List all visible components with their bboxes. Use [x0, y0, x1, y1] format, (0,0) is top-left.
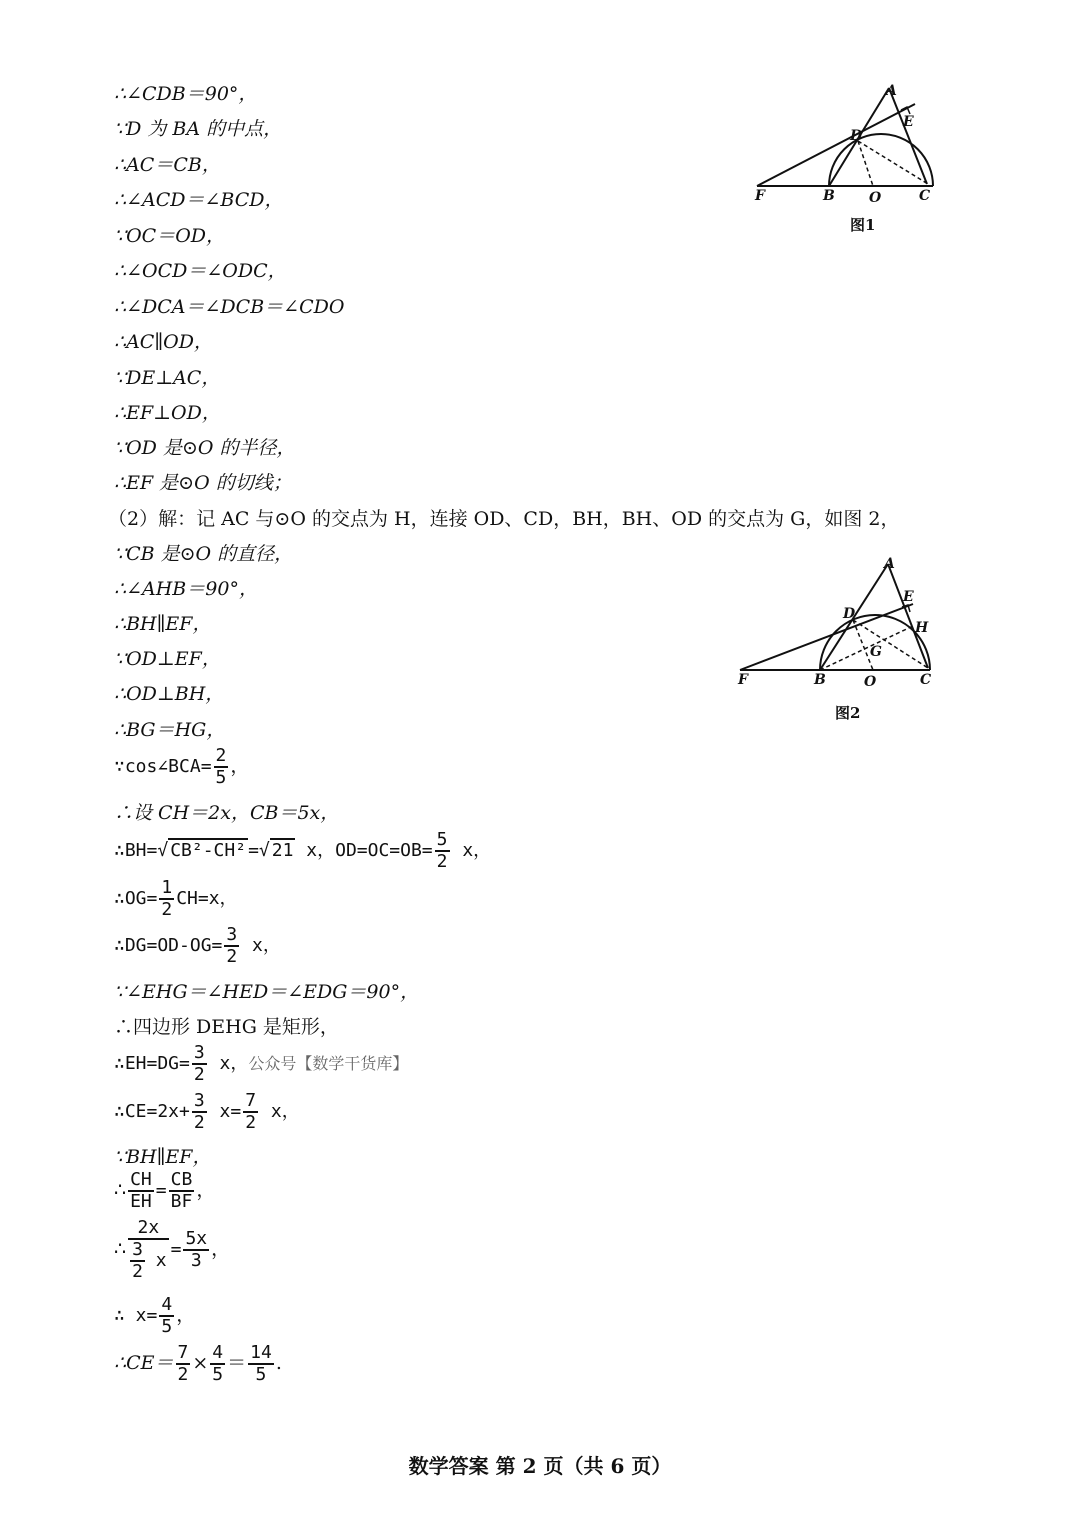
proof-line-11: ∵OD 是⊙O 的半径， — [114, 437, 296, 459]
compound-fraction-line: ∴ 2x $\frac{3}{2}$ x = $\frac{5x}{3}$ ， — [114, 1217, 231, 1282]
eh-line: ∴EH=DG= $\frac{3}{2}$ x，公众号【数学干货库】 — [114, 1042, 409, 1085]
figure-2-caption: 图2 — [835, 704, 861, 722]
proof-line-21: ∴设 CH＝2x，CB＝5x， — [114, 802, 340, 824]
fig2-label-h: H — [915, 620, 929, 636]
fraction-fourteen-fifths: $\frac{14}{5}$ — [250, 1342, 272, 1385]
proof-line-3: ∴AC＝CB， — [114, 154, 221, 176]
page-footer: 数学答案 第 2 页（共 6 页） — [408, 1454, 672, 1478]
fraction-2x-over-3halfx: 2x $\frac{3}{2}$ x — [128, 1218, 169, 1282]
proof-line-8: ∴AC∥OD， — [114, 331, 213, 353]
fig1-label-a: A — [886, 83, 897, 99]
fig2-label-f: F — [738, 672, 748, 688]
proof-line-15: ∴∠AHB＝90°， — [114, 578, 258, 600]
fig2-label-g: G — [870, 644, 882, 660]
fig2-label-e: E — [903, 589, 914, 605]
fraction-one-half: $\frac{1}{2}$ — [161, 877, 173, 920]
proof-line-12: ∴EF 是⊙O 的切线； — [114, 472, 292, 494]
fraction-four-fifths-final: $\frac{4}{5}$ — [212, 1342, 224, 1385]
proof-line-1: ∴∠CDB＝90°， — [114, 83, 258, 105]
proof-line-10: ∴EF⊥OD， — [114, 402, 221, 424]
dashed-do — [858, 141, 873, 186]
proof-line-14: ∵CB 是⊙O 的直径， — [114, 543, 294, 565]
x-value-line: ∴ x= $\frac{4}{5}$ ， — [114, 1294, 196, 1337]
og-line: ∴OG= $\frac{1}{2}$ CH=x， — [114, 877, 238, 920]
fraction-three-halves-eh: $\frac{3}{2}$ — [193, 1042, 205, 1085]
fraction-two-fifths: $\frac{2}{5}$ — [215, 745, 227, 788]
fig1-label-o: O — [869, 190, 882, 206]
figure-1-diagram — [745, 78, 945, 208]
watermark-text: 公众号【数学干货库】 — [248, 1054, 409, 1073]
fraction-seven-halves: $\frac{7}{2}$ — [245, 1090, 257, 1133]
cos-line — [114, 746, 249, 788]
fraction-ch-eh: $\frac{CH}{EH}$ — [130, 1169, 152, 1212]
part2-intro: （2）解：记 AC 与⊙O 的交点为 H，连接 OD、CD，BH，BH、OD 的交点为 G，如图 2， — [108, 508, 900, 530]
fraction-cb-bf: $\frac{CB}{BF}$ — [170, 1169, 193, 1212]
dg-line: ∴DG=OD-OG= $\frac{3}{2}$ x， — [114, 924, 281, 967]
fig1-label-c: C — [919, 188, 931, 204]
line-ac — [888, 564, 928, 668]
proof-line-25: ∵∠EHG＝∠HED＝∠EDG＝90°， — [114, 981, 420, 1003]
proof-line-5: ∵OC＝OD， — [114, 225, 226, 247]
fraction-three-halves-ce: $\frac{3}{2}$ — [193, 1090, 205, 1133]
fig2-label-b: B — [814, 672, 826, 688]
fig2-label-a: A — [884, 556, 895, 572]
proof-line-17: ∵OD⊥EF， — [114, 648, 221, 670]
bh-line: ∴BH=√ CB²-CH² =√ 21 x，OD=OC=OB= $\frac{5}{2}$ x， — [114, 829, 492, 872]
proof-line-19: ∴BG＝HG， — [114, 719, 226, 741]
proof-line-16: ∴BH∥EF， — [114, 613, 212, 635]
proof-line-7: ∴∠DCA＝∠DCB＝∠CDO — [114, 296, 345, 318]
proof-line-6: ∴∠OCD＝∠ODC， — [114, 260, 287, 282]
fig1-label-d: D — [850, 128, 863, 144]
fraction-5x-thirds: $\frac{5x}{3}$ — [185, 1228, 208, 1271]
proof-line-29: ∵BH∥EF， — [114, 1146, 212, 1168]
ratio-line: ∴ $\frac{CH}{EH}$ = $\frac{CB}{BF}$ ， — [114, 1169, 216, 1212]
fig2-label-d: D — [843, 606, 856, 622]
fig1-label-e: E — [903, 114, 914, 130]
ce-final-line: ∴CE＝ $\frac{7}{2}$ × $\frac{4}{5}$ ＝ $\frac{14}{5}$ . — [114, 1342, 282, 1385]
proof-line-2: ∵D 为 BA 的中点， — [114, 118, 283, 140]
fig2-label-o: O — [864, 674, 877, 690]
fig2-label-c: C — [920, 672, 932, 688]
proof-line-18: ∴OD⊥BH， — [114, 683, 225, 705]
ce-line: ∴CE=2x+ $\frac{3}{2}$ x= $\frac{7}{2}$ x， — [114, 1090, 300, 1133]
fig1-label-f: F — [755, 188, 765, 204]
radical-21: 21 — [271, 840, 294, 861]
proof-line-4: ∴∠ACD＝∠BCD， — [114, 189, 284, 211]
fraction-five-halves: $\frac{5}{2}$ — [436, 829, 448, 872]
fig1-label-b: B — [823, 188, 835, 204]
proof-line-26: ∴四边形 DEHG 是矩形， — [114, 1016, 339, 1038]
proof-line-9: ∵DE⊥AC， — [114, 367, 221, 389]
fraction-seven-halves-final: $\frac{7}{2}$ — [177, 1342, 189, 1385]
figure-1-caption: 图1 — [850, 216, 876, 234]
cos-line-post: ， — [230, 755, 250, 777]
figure-2-diagram — [730, 552, 945, 692]
radical-cb-ch: CB²-CH² — [170, 840, 247, 861]
fraction-three-halves: $\frac{3}{2}$ — [226, 924, 238, 967]
cos-line-pre: ∵cos∠BCA= — [114, 756, 212, 777]
fraction-four-fifths: $\frac{4}{5}$ — [161, 1294, 173, 1337]
